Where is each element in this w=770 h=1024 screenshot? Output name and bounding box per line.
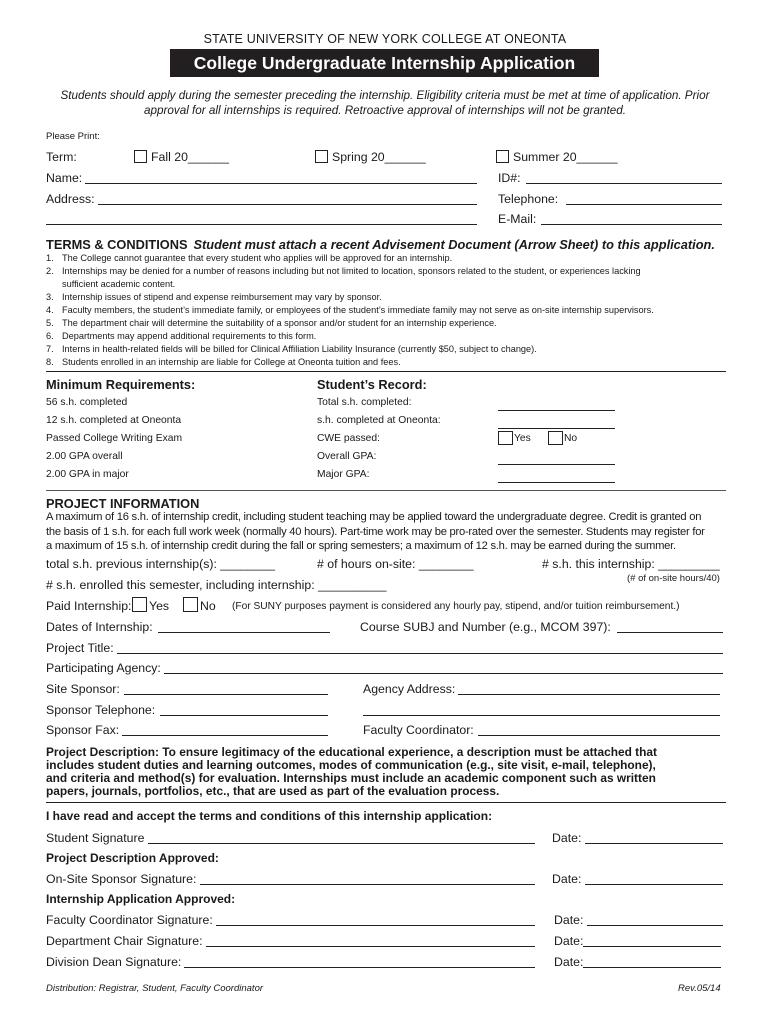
university-name: STATE UNIVERSITY OF NEW YORK COLLEGE AT ONEONTA — [203, 32, 567, 46]
site-sponsor-label: Site Sponsor: — [46, 682, 120, 696]
id-field[interactable] — [526, 183, 722, 184]
project-description-line: papers, journals, portfolios, etc., that are used as part of the evaluation process. — [46, 784, 500, 798]
project-paragraph-line: the basis of 1 s.h. for each full work week (normally 40 hours). Part-time work may be pro-rated over the semester. Students may register for — [46, 525, 705, 538]
dates-label: Dates of Internship: — [46, 620, 153, 634]
faculty-signature-label: Faculty Coordinator Signature: — [46, 913, 213, 927]
term-item — [46, 331, 316, 341]
term-number: 2. — [46, 266, 54, 276]
total-sh-field[interactable] — [498, 410, 615, 411]
onsite-date-field[interactable] — [585, 884, 723, 885]
terms-subtitle: Student must attach a recent Advisement Document (Arrow Sheet) to this application. — [193, 237, 715, 252]
project-paragraph-line: A maximum of 16 s.h. of internship credit, including student teaching may be applied toward the undergraduate degree. Credit is granted on — [46, 511, 702, 523]
paid-yes-checkbox[interactable] — [132, 597, 147, 612]
agency-field[interactable] — [164, 673, 723, 674]
chair-signature-field[interactable] — [206, 946, 535, 947]
telephone-field[interactable] — [566, 204, 722, 205]
record-item: s.h. completed at Oneonta: — [317, 415, 441, 426]
address-field[interactable] — [98, 204, 477, 205]
paid-yes-label: Yes — [149, 599, 170, 613]
term-text: Students enrolled in an internship are liable for College at Oneonta tuition and fees. — [62, 357, 401, 367]
term-text: Departments may append additional requirements to this form. — [62, 331, 317, 341]
fall-label: Fall 20______ — [151, 150, 229, 164]
oneonta-sh-field[interactable] — [498, 428, 615, 429]
major-gpa-field[interactable] — [498, 482, 615, 483]
term-text: The department chair will determine the suitability of a sponsor and/or student for an internship experience. — [62, 318, 497, 328]
term-number: 5. — [46, 318, 54, 328]
term-item — [46, 318, 497, 328]
sponsor-fax-label: Sponsor Fax: — [46, 723, 120, 737]
enrolled-sh-field[interactable]: # s.h. enrolled this semester, including internship: __________ — [46, 578, 387, 592]
id-label: ID#: — [498, 171, 521, 185]
revision-note: Rev.05/14 — [678, 983, 721, 994]
term-item — [46, 279, 175, 289]
student-signature-field[interactable] — [148, 843, 535, 844]
requirements-heading: Minimum Requirements: — [46, 377, 196, 392]
terms-title: TERMS & CONDITIONS — [46, 237, 188, 252]
overall-gpa-field[interactable] — [498, 464, 615, 465]
name-label: Name: — [46, 171, 83, 185]
spring-checkbox[interactable] — [315, 150, 328, 163]
cwe-yes-label: Yes — [514, 433, 531, 444]
agency-label: Participating Agency: — [46, 661, 161, 675]
requirement-item: 2.00 GPA in major — [46, 469, 129, 480]
term-text: Internships may be denied for a number of reasons including but not limited to location, sponsors related to the student, or experiences lacking — [62, 266, 641, 276]
faculty-coordinator-label: Faculty Coordinator: — [363, 723, 474, 737]
dean-signature-label: Division Dean Signature: — [46, 955, 182, 969]
address-label: Address: — [46, 192, 95, 206]
project-description — [46, 746, 736, 798]
accept-statement: I have read and accept the terms and conditions of this internship application: — [46, 809, 493, 823]
date-label: Date: — [554, 955, 584, 969]
term-number: 1. — [46, 253, 54, 263]
student-signature-label: Student Signature — [46, 831, 145, 845]
this-internship-field[interactable]: # s.h. this internship: _________ — [542, 557, 720, 571]
term-text: Faculty members, the student’s immediate family, or employees of the student’s immediate family may not serve as on-site internship supervisors. — [62, 305, 654, 315]
onsite-hours-note: (# of on-site hours/40) — [627, 573, 720, 584]
project-paragraph-line: a maximum of 15 s.h. of internship credit during the fall or spring semesters; a maximum of 12 s.h. may be earned during the summer. — [46, 540, 676, 552]
section-divider — [46, 802, 726, 803]
term-text: sufficient academic content. — [62, 279, 176, 289]
summer-checkbox[interactable] — [496, 150, 509, 163]
term-number: 6. — [46, 331, 54, 341]
agency-address-label: Agency Address: — [363, 682, 456, 696]
record-item: CWE passed: — [317, 433, 380, 444]
project-heading: PROJECT INFORMATION — [46, 496, 200, 511]
dean-signature-field[interactable] — [184, 967, 535, 968]
project-description-line: and criteria and method(s) for evaluation. Internships must include an academic component such as written — [46, 771, 656, 785]
term-item — [46, 344, 537, 354]
sponsor-telephone-label: Sponsor Telephone: — [46, 703, 156, 717]
dates-field[interactable] — [158, 632, 330, 633]
email-label: E-Mail: — [498, 212, 537, 226]
project-paragraph — [46, 510, 736, 554]
summer-label: Summer 20______ — [513, 150, 618, 164]
onsite-sponsor-signature-field[interactable] — [200, 884, 535, 885]
agency-address-field[interactable] — [458, 694, 720, 695]
cwe-yes-checkbox[interactable] — [498, 431, 513, 445]
term-number: 4. — [46, 305, 54, 315]
date-label: Date: — [554, 934, 584, 948]
faculty-date-field[interactable] — [587, 925, 723, 926]
telephone-label: Telephone: — [498, 192, 559, 206]
term-item — [46, 253, 452, 263]
name-field[interactable] — [85, 183, 477, 184]
date-label: Date: — [554, 913, 584, 927]
paid-no-checkbox[interactable] — [183, 597, 198, 612]
intro-text — [0, 88, 770, 118]
project-description-line: includes student duties and learning outcomes, modes of communication (e.g., site visit, e-mail, telephone), — [46, 758, 656, 772]
project-approved-heading: Project Description Approved: — [46, 851, 219, 865]
chair-date-field[interactable] — [583, 946, 721, 947]
agency-address-field-line-2[interactable] — [363, 715, 720, 716]
term-number: 8. — [46, 357, 54, 367]
record-item: Total s.h. completed: — [317, 397, 412, 408]
term-number: 3. — [46, 292, 54, 302]
term-item — [46, 305, 654, 315]
section-divider — [46, 490, 726, 491]
record-heading: Student’s Record: — [317, 377, 427, 392]
intro-line-2: approval for all internships is required. Retroactive approval of internships will not be granted. — [143, 104, 627, 117]
term-text: Interns in health-related fields will be billed for Clinical Affiliation Liability Insurance (currently $50, subject to change). — [62, 344, 537, 354]
faculty-signature-field[interactable] — [216, 925, 535, 926]
cwe-no-label: No — [564, 433, 578, 444]
spring-label: Spring 20______ — [332, 150, 426, 164]
date-label: Date: — [552, 872, 582, 886]
sponsor-telephone-field[interactable] — [160, 715, 328, 716]
sponsor-fax-field[interactable] — [122, 735, 328, 736]
paid-internship-label: Paid Internship: — [46, 599, 132, 613]
record-item: Major GPA: — [317, 469, 370, 480]
date-label: Date: — [552, 831, 582, 845]
fall-checkbox[interactable] — [134, 150, 147, 163]
student-date-field[interactable] — [585, 843, 723, 844]
term-item — [46, 292, 382, 302]
project-title-label: Project Title: — [46, 641, 114, 655]
terms-heading — [46, 237, 715, 252]
course-field[interactable] — [617, 632, 723, 633]
hours-onsite-field[interactable]: # of hours on-site: ________ — [317, 557, 474, 571]
project-description-line: Project Description: To ensure legitimacy of the educational experience, a description must be attached that — [46, 745, 657, 759]
term-label: Term: — [46, 150, 77, 164]
please-print-label: Please Print: — [46, 131, 100, 142]
term-number: 7. — [46, 344, 54, 354]
previous-internship-field[interactable]: total s.h. previous internship(s): ________ — [46, 557, 275, 571]
paid-no-label: No — [200, 599, 216, 613]
form-title: College Undergraduate Internship Application — [170, 49, 599, 77]
requirement-item: Passed College Writing Exam — [46, 433, 183, 444]
term-text: Internship issues of stipend and expense reimbursement may vary by sponsor. — [62, 292, 382, 302]
dean-date-field[interactable] — [583, 967, 721, 968]
requirement-item: 12 s.h. completed at Oneonta — [46, 415, 182, 426]
paid-note: (For SUNY purposes payment is considered any hourly pay, stipend, and/or tuition reimbursement.) — [232, 601, 680, 612]
project-title-field[interactable] — [117, 653, 723, 654]
address-field-line-2[interactable] — [46, 224, 477, 225]
requirement-item: 56 s.h. completed — [46, 397, 128, 408]
section-divider — [46, 371, 726, 372]
record-item: Overall GPA: — [317, 451, 377, 462]
distribution-note: Distribution: Registrar, Student, Faculty Coordinator — [46, 983, 264, 994]
intro-line-1: Students should apply during the semester preceding the internship. Eligibility criteria must be met at time of application. Prior — [60, 89, 710, 102]
chair-signature-label: Department Chair Signature: — [46, 934, 203, 948]
site-sponsor-field[interactable] — [124, 694, 328, 695]
course-label: Course SUBJ and Number (e.g., MCOM 397): — [360, 620, 611, 634]
onsite-sponsor-signature-label: On-Site Sponsor Signature: — [46, 872, 197, 886]
internship-approved-heading: Internship Application Approved: — [46, 892, 236, 906]
term-text: The College cannot guarantee that every student who applies will be approved for an internship. — [62, 253, 453, 263]
faculty-coordinator-field[interactable] — [478, 735, 720, 736]
email-field[interactable] — [541, 224, 722, 225]
term-item — [46, 357, 401, 367]
requirement-item: 2.00 GPA overall — [46, 451, 123, 462]
cwe-no-checkbox[interactable] — [548, 431, 563, 445]
term-item — [46, 266, 641, 276]
